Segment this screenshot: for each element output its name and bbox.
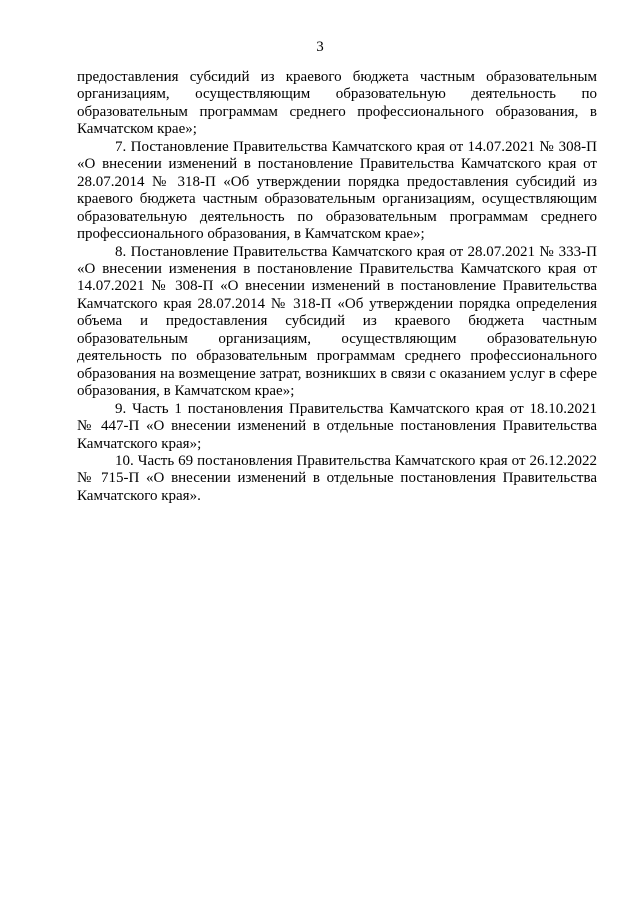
paragraph-item-9: 9. Часть 1 постановления Правительства Камчатского края от 18.10.2021 № 447-П «О внесении изменений в отдельные постановления Правительства Камчатского края»; bbox=[77, 400, 597, 452]
page-number: 3 bbox=[316, 39, 324, 55]
paragraph-item-8: 8. Постановление Правительства Камчатского края от 28.07.2021 № 333-П «О внесении изменения в постановление Правительства Камчатского края от 14.07.2021 № 308-П «О внесении изменений в постановление Правительства Камчатского края 28.07.2014 № 318-П «Об утверждении порядка определения объема и предоставления субсидий из краевого бюджета частным образовательным организациям, осуществляющим образовательную деятельность по образовательным программам среднего профессионального образования на возмещение затрат, возникших в связи с оказанием услуг в сфере образования, в Камчатском крае»; bbox=[77, 243, 597, 400]
paragraph-continuation: предоставления субсидий из краевого бюджета частным образовательным организациям, осуществляющим образовательную деятельность по образовательным программам среднего профессионального образования, в Камчатском крае»; bbox=[77, 69, 597, 138]
paragraph-item-10: 10. Часть 69 постановления Правительства Камчатского края от 26.12.2022 № 715-П «О внесении изменений в отдельные постановления Правительства Камчатского края». bbox=[77, 452, 597, 504]
paragraph-item-7: 7. Постановление Правительства Камчатского края от 14.07.2021 № 308-П «О внесении изменений в постановление Правительства Камчатского края от 28.07.2014 № 318-П «Об утверждении порядка предоставления субсидий из краевого бюджета частным образовательным организациям, осуществляющим образовательную деятельность по образовательным программам среднего профессионального образования, в Камчатском крае»; bbox=[77, 138, 597, 243]
document-body bbox=[77, 69, 597, 505]
